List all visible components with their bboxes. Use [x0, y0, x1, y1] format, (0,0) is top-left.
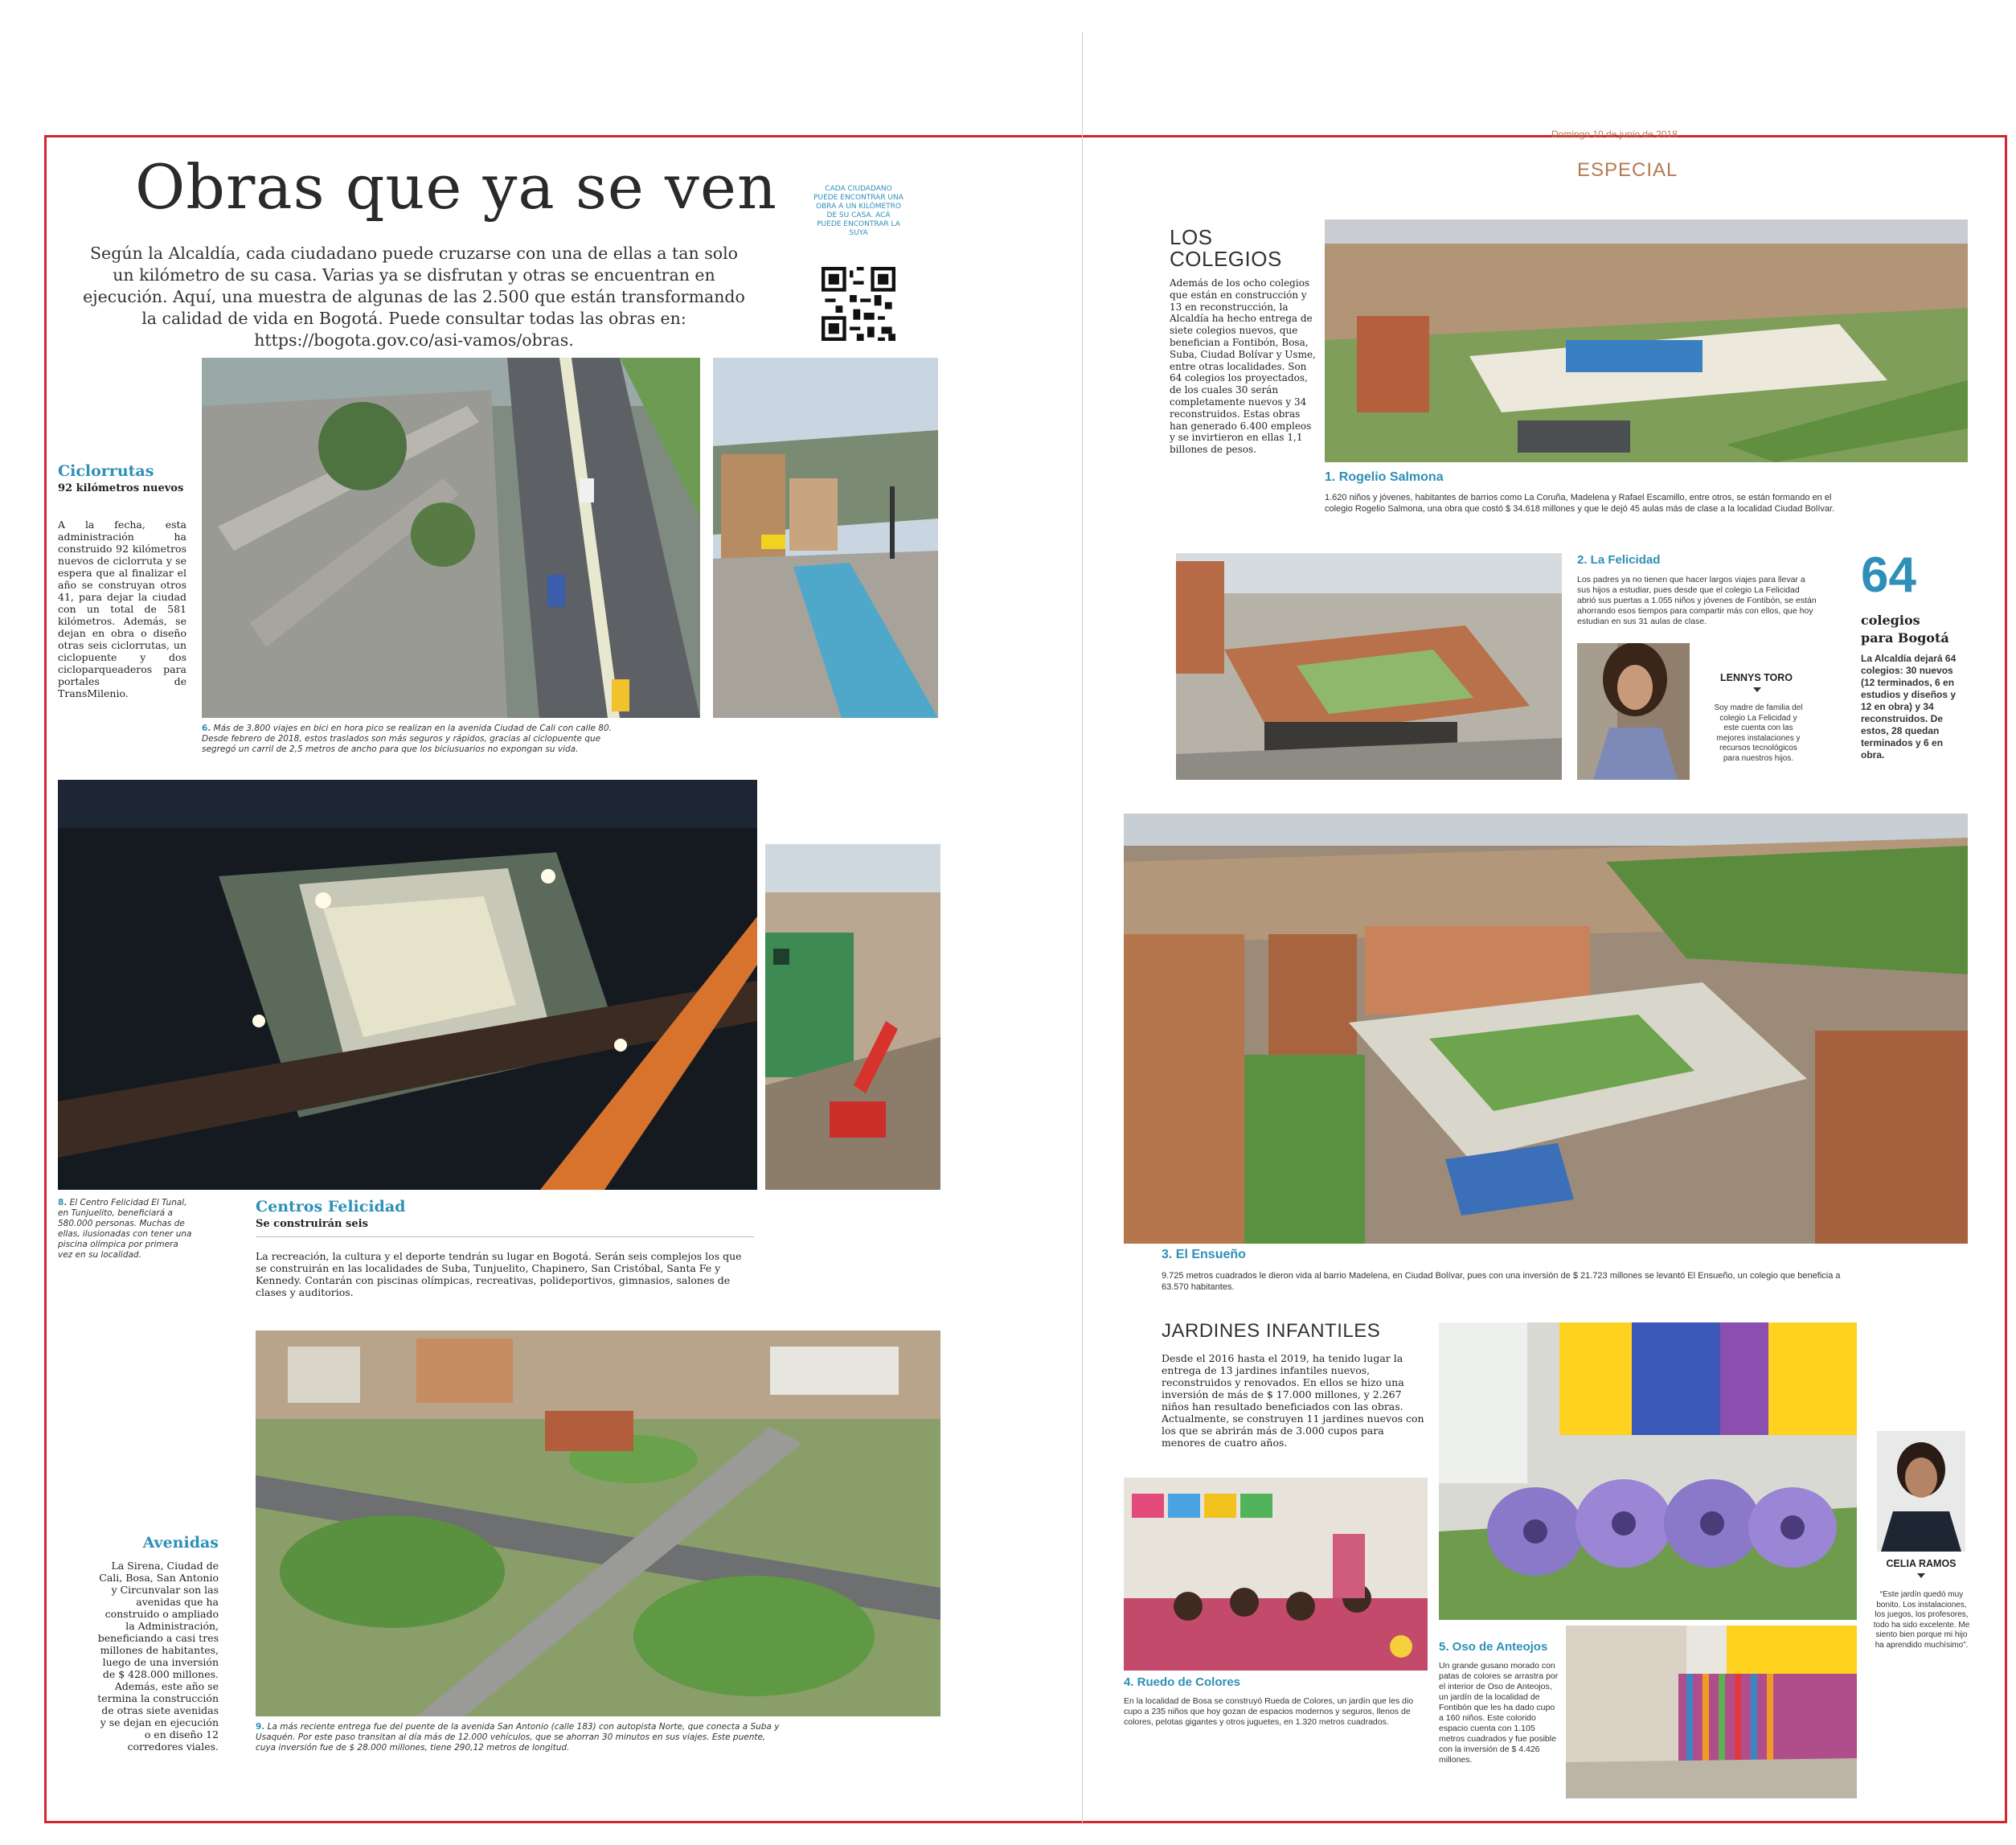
- photo-centro-felicidad-obra: [765, 844, 940, 1190]
- header-section: ESPECIAL: [1577, 159, 1678, 181]
- photo-la-felicidad: [1176, 553, 1562, 780]
- lennys-toro-quote: Soy madre de familia del colegio La Felicidad y este cuenta con las mejores instalaciones y recursos tecnológicos para nuestros hijos.: [1714, 703, 1803, 763]
- photo-centro-felicidad-noche: [58, 780, 757, 1190]
- stat-64: 64: [1861, 547, 1916, 603]
- ruedo-caption: En la localidad de Bosa se construyó Rueda de Colores, un jardín que les dio cupo a 235 niños que hoy gozan de espacios modernos y seguros, llenos de colores, pelotas gigantes y otros juguetes, en 1.320 metros cuadrados.: [1124, 1696, 1414, 1727]
- page-fold: [1082, 32, 1083, 1825]
- caption-text: La más reciente entrega fue del puente de la avenida San Antonio (calle 183) con autopista Norte, que conecta a Suba y Usaquén. Por este paso transitan al día más de 12.000 vehículos, que se ahorran 30 minutos en sus viajes. Este puente, cuya inversión fue de $ 28.000 millones, tiene 290,12 metros de longitud.: [256, 1722, 780, 1753]
- photo-lennys-toro: [1577, 643, 1690, 780]
- oso-caption: Un grande gusano morado con patas de colores se arrastra por el interior de Oso de Anteojos, un jardín de la localidad de Fontibón que les ha dado cupo a 160 niños. Este colorido espacio cuenta con 1.105 metros cuadrados y fue posible con la inversión de $ 4.426 millones.: [1439, 1661, 1559, 1765]
- celia-ramos-name: CELIA RAMOS: [1886, 1558, 1957, 1569]
- stat-head-1: colegios: [1861, 613, 1920, 628]
- quote-marker-icon: [1753, 687, 1761, 692]
- la-felicidad-title: 2. La Felicidad: [1577, 553, 1661, 567]
- el-ensueno-caption: 9.725 metros cuadrados le dieron vida al barrio Madelena, en Ciudad Bolívar, pues con una inversión de $ 21.723 millones se levantó El Ensueño, un colegio que beneficia a 63.570 habitantes.: [1162, 1271, 1841, 1292]
- ruedo-title: 4. Ruedo de Colores: [1124, 1675, 1241, 1689]
- header-date: Domingo 10 de junio de 2018: [1551, 129, 1678, 140]
- centros-rule: [256, 1236, 754, 1237]
- jardines-body: Desde el 2016 hasta el 2019, ha tenido lugar la entrega de 13 jardines infantiles nuevos, reconstruidos y renovados. En ellos se hizo una inversión de más de $ 17.000 millones, y 2.267 niños han resultado beneficiados con las obras. Actualmente, se construyen 11 jardines nuevos con los que se abrirán más de 3.000 cupos para menores de cuatro años.: [1162, 1352, 1424, 1449]
- centros-subheading: Se construirán seis: [256, 1218, 368, 1230]
- el-ensueno-title: 3. El Ensueño: [1162, 1248, 1246, 1261]
- photo-oso-de-anteojos-patio: [1566, 1626, 1857, 1798]
- colegios-body: Además de los ocho colegios que están en construcción y 13 en reconstrucción, la Alcaldía ha hecho entrega de siete colegios nuevos, que benefician a Fontibón, Bosa, Suba, Ciudad Bolívar y Usme, entre otras localidades. Son 64 colegios los proyectados, de los cuales 30 serán completamente nuevos y 34 reconstruidos. Estas obras han generado 6.400 empleos y se invirtieron en ellas 1,1 billones de pesos.: [1170, 277, 1316, 456]
- stat-head-2: para Bogotá: [1861, 630, 1949, 646]
- photo-oso-de-anteojos-gusano: [1439, 1322, 1857, 1620]
- ciclorrutas-subheading: 92 kilómetros nuevos: [58, 482, 184, 494]
- qr-caption: CADA CIUDADANO PUEDE ENCONTRAR UNA OBRA A UN KILÓMETRO DE SU CASA. ACÁ PUEDE ENCONTRAR LA SUYA: [813, 185, 904, 237]
- photo-rogelio-salmona: [1325, 219, 1968, 462]
- photo-ruedo-de-colores: [1124, 1478, 1428, 1671]
- rogelio-caption: 1.620 niños y jóvenes, habitantes de barrios como La Coruña, Madelena y Rafael Escamillo, entre otros, se están formando en el colegio Rogelio Salmona, una obra que costó $ 34.618 millones y que le dejó 45 aulas más de clase a la localidad Ciudad Bolívar.: [1325, 493, 1835, 514]
- caption-number: 9.: [256, 1722, 265, 1732]
- qr-code[interactable]: [822, 267, 895, 341]
- page-title: Obras que ya se ven: [135, 151, 777, 223]
- intro-text: Según la Alcaldía, cada ciudadano puede cruzarse con una de ellas a tan solo un kilómetro de su casa. Varias ya se disfrutan y otras se encuentran en ejecución. Aquí, una muestra de algunas de las 2.500 que están transformando la calidad de vida en Bogotá. Puede consultar todas las obras en: https://bogota.gov.co/asi-vamos/obras.: [83, 244, 745, 350]
- photo-celia-ramos: [1877, 1431, 1965, 1552]
- centros-heading: Centros Felicidad: [256, 1198, 406, 1216]
- celia-ramos-quote: “Este jardín quedó muy bonito. Los instalaciones, los juegos, los profesores, todo ha sido excelente. Me siento bien porque mi hijo ha aprendido muchísimo”.: [1873, 1590, 1970, 1650]
- photo-cicloruta-calle: [713, 358, 938, 718]
- oso-title: 5. Oso de Anteojos: [1439, 1640, 1548, 1654]
- la-felicidad-caption: Los padres ya no tienen que hacer largos viajes para llevar a sus hijos a estudiar, pues desde que el colegio La Felicidad abrió sus puertas a 1.055 niños y jóvenes de Fontibón, se están ahorrando esos tiempos para compartir más con ellos, que hoy estudian en sus 31 aulas de clase.: [1577, 575, 1817, 626]
- photo-ciclopuente: [202, 358, 700, 718]
- jardines-heading: JARDINES INFANTILES: [1162, 1320, 1381, 1342]
- colegios-heading-2: COLEGIOS: [1170, 247, 1282, 271]
- avenidas-heading: Avenidas: [142, 1534, 219, 1552]
- photo-puente-san-antonio: [256, 1330, 940, 1716]
- lennys-toro-name: LENNYS TORO: [1719, 672, 1793, 683]
- photo-el-ensueno: [1124, 814, 1968, 1244]
- avenidas-caption: [256, 1722, 786, 1753]
- colegios-heading-1: LOS: [1170, 225, 1213, 249]
- ciclorrutas-body: A la fecha, esta administración ha construido 92 kilómetros nuevos de ciclorruta y se espera que al finalizar el año se construyan otros 41, para dejar la ciudad con un total de 581 kilómetros. Además, se dejan en obra o diseño otras seis ciclorrutas, un ciclopuente y dos cicloparqueaderos para portales de TransMilenio.: [58, 519, 186, 699]
- stat-body: La Alcaldía dejará 64 colegios: 30 nuevos (12 terminados, 6 en estudios y diseños y 12 en obra) y 34 reconstruidos. De estos, 28 quedan terminados y 6 en obra.: [1861, 653, 1957, 761]
- quote-marker-icon: [1917, 1573, 1925, 1578]
- avenidas-body: La Sirena, Ciudad de Cali, Bosa, San Antonio y Circunvalar son las avenidas que ha construido o ampliado la Administración, beneficiando a casi tres millones de habitantes, luego de una inversión de $ 428.000 millones. Además, este año se termina la construcción de otras siete avenidas y se dejan en ejecución o en diseño 12 corredores viales.: [97, 1560, 219, 1753]
- caption-text: Más de 3.800 viajes en bici en hora pico se realizan en la avenida Ciudad de Cali con calle 80. Desde febrero de 2018, estos traslados son más seguros y rápidos, gracias al ciclopuente que segregó un carril de 2,5 metros de ancho para que los biciusuarios no expongan su vida.: [202, 724, 612, 754]
- caption-text: El Centro Felicidad El Tunal, en Tunjuelito, beneficiará a 580.000 personas. Muchas de ellas, ilusionadas con tener una piscina olímpica por primera vez en su localidad.: [58, 1198, 192, 1260]
- centros-body: La recreación, la cultura y el deporte tendrán su lugar en Bogotá. Serán seis complejos los que se construirán en las localidades de Suba, Tunjuelito, Chapinero, San Cristóbal, Santa Fe y Kennedy. Contarán con piscinas olímpicas, recreativas, polideportivos, gimnasios, salones de clases y auditorios.: [256, 1250, 742, 1298]
- rogelio-title: 1. Rogelio Salmona: [1325, 470, 1444, 484]
- ciclorrutas-caption: [202, 724, 620, 755]
- caption-number: 8.: [58, 1198, 68, 1207]
- ciclorrutas-heading: Ciclorrutas: [58, 462, 154, 480]
- qr-code-icon: [822, 267, 895, 341]
- caption-number: 6.: [202, 724, 211, 733]
- centros-caption: [58, 1198, 195, 1261]
